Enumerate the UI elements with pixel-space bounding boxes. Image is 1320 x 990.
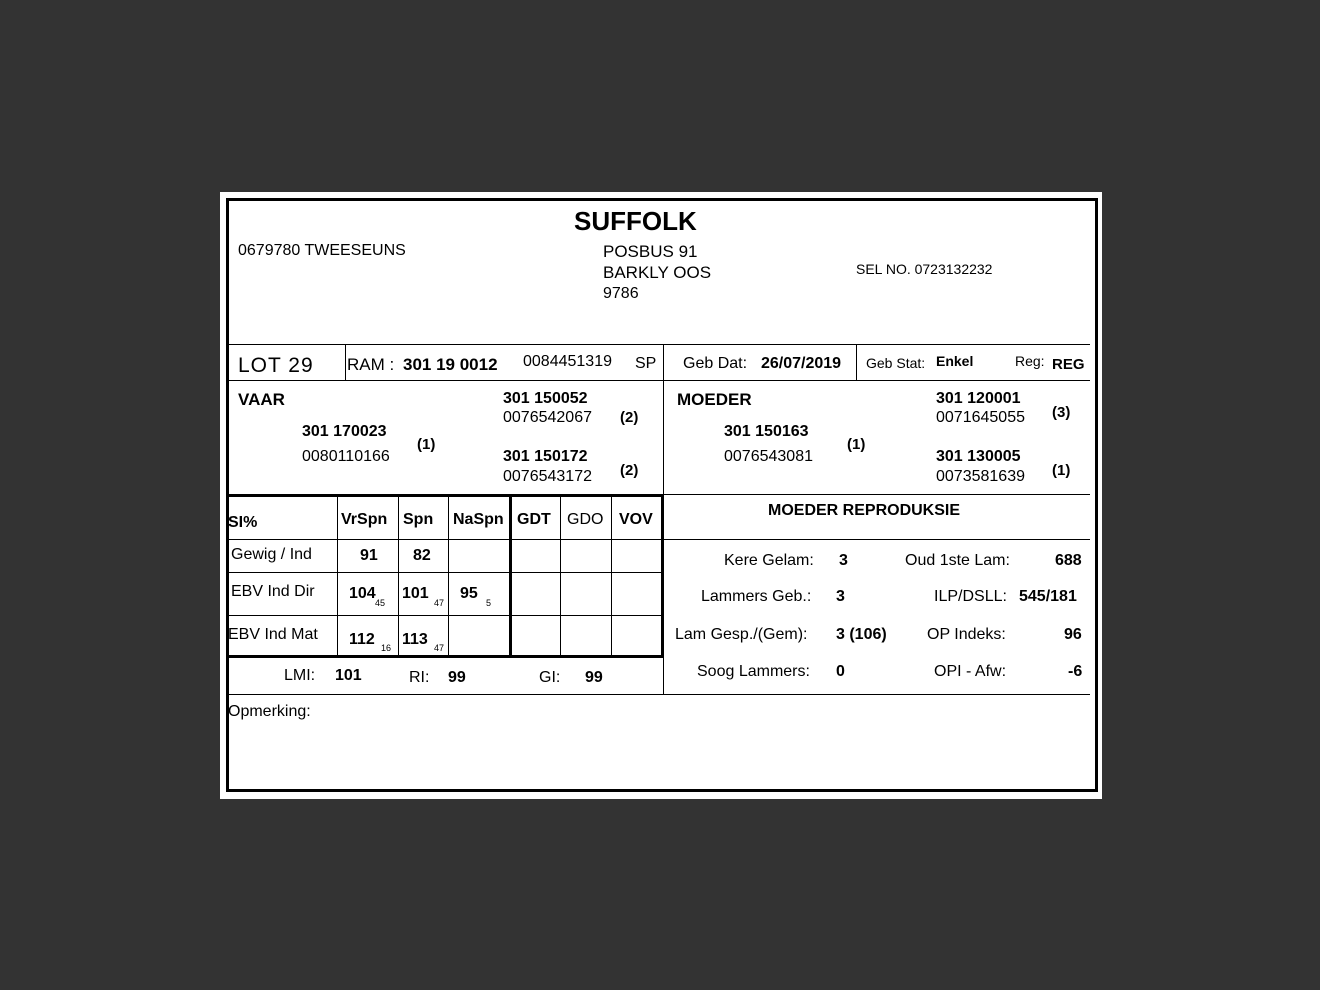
ram-reg: 0084451319 <box>523 353 612 370</box>
ebv-mat-vrspn: 112 <box>349 631 375 648</box>
gewig-vrspn: 91 <box>360 547 378 564</box>
col-divider-3 <box>448 494 449 655</box>
divider-ram <box>663 344 664 380</box>
ebv-mat-vrspn-acc: 16 <box>381 643 392 653</box>
lam-gesp-label: Lam Gesp./(Gem): <box>675 626 808 643</box>
ram-label: RAM : <box>347 355 395 374</box>
reg-value: REG <box>1052 356 1085 373</box>
divider-lot-bottom <box>228 380 1090 381</box>
ebv-dir-spn: 101 <box>402 585 429 602</box>
oud-lam-value: 688 <box>1055 552 1082 569</box>
header-si: SI% <box>228 514 258 531</box>
lmi-value: 101 <box>335 667 362 684</box>
kere-gelam-value: 3 <box>839 552 848 569</box>
ebv-table-bottom <box>226 655 664 658</box>
opi-label: OPI - Afw: <box>934 663 1007 680</box>
vaar-id: 301 170023 <box>302 423 387 440</box>
moeder-sire-reg: 0071645055 <box>936 409 1025 426</box>
moeder-id: 301 150163 <box>724 423 809 440</box>
vaar-dam-count: (2) <box>620 462 639 479</box>
ilp-label: ILP/DSLL: <box>934 588 1007 605</box>
owner-text: 0679780 TWEESEUNS <box>238 242 406 259</box>
vaar-sire-reg: 0076542067 <box>503 409 592 426</box>
divider-repro-title <box>663 539 1090 540</box>
op-indeks-label: OP Indeks: <box>927 626 1006 643</box>
repro-title: MOEDER REPRODUKSIE <box>768 502 961 519</box>
ilp-value: 545/181 <box>1019 588 1077 605</box>
divider-header <box>228 344 1090 345</box>
lammers-geb-value: 3 <box>836 588 845 605</box>
geb-stat-value: Enkel <box>936 353 974 369</box>
vaar-dam-id: 301 150172 <box>503 448 588 465</box>
row-label-gewig: Gewig / Ind <box>231 546 312 563</box>
soog-value: 0 <box>836 663 845 680</box>
ri-label: RI: <box>409 669 430 686</box>
address-line-1: POSBUS 91 <box>603 242 698 261</box>
ebv-mat-spn: 113 <box>402 631 428 648</box>
col-divider-5 <box>611 494 612 655</box>
vaar-sire-count: (2) <box>620 409 639 426</box>
vaar-label: VAAR <box>238 390 285 409</box>
address-line-2: BARKLY OOS <box>603 263 712 282</box>
vaar-sire-id: 301 150052 <box>503 390 588 407</box>
divider-lot <box>345 344 346 380</box>
owner-name <box>238 243 406 259</box>
ebv-dir-naspn: 95 <box>460 585 478 602</box>
geb-dat-label: Geb Dat: <box>683 355 748 372</box>
ram-code: SP <box>635 355 657 372</box>
gi-value: 99 <box>585 669 603 686</box>
row-divider-1 <box>228 539 662 540</box>
header-vrspn: VrSpn <box>341 511 388 528</box>
gewig-spn: 82 <box>413 547 431 564</box>
kere-gelam-label: Kere Gelam: <box>724 552 814 569</box>
ebv-dir-spn-acc: 47 <box>434 598 445 608</box>
moeder-dam-id: 301 130005 <box>936 448 1021 465</box>
header-vov: VOV <box>619 511 653 528</box>
row-divider-3 <box>228 615 662 616</box>
ebv-mat-spn-acc: 47 <box>434 643 445 653</box>
col-divider-2 <box>398 494 399 655</box>
header-gdo: GDO <box>567 511 604 528</box>
lmi-label: LMI: <box>284 667 316 684</box>
row-label-ebv-dir: EBV Ind Dir <box>231 583 315 600</box>
phone-number: SEL NO. 0723132232 <box>856 261 993 277</box>
geb-dat-value: 26/07/2019 <box>761 355 842 372</box>
ebv-table-right <box>661 494 664 658</box>
op-indeks-value: 96 <box>1064 626 1082 643</box>
vaar-reg: 0080110166 <box>302 448 390 465</box>
geb-stat-label: Geb Stat: <box>866 355 926 371</box>
header-naspn: NaSpn <box>453 511 504 528</box>
divider-date <box>856 344 857 380</box>
ebv-dir-vrspn-acc: 45 <box>375 598 386 608</box>
oud-lam-label: Oud 1ste Lam: <box>905 552 1010 569</box>
moeder-sire-count: (3) <box>1052 404 1071 421</box>
header-gdt: GDT <box>517 511 551 528</box>
opi-value: -6 <box>1068 663 1083 680</box>
gi-label: GI: <box>539 669 561 686</box>
moeder-reg: 0076543081 <box>724 448 813 465</box>
lam-gesp-value: 3 (106) <box>836 626 887 643</box>
reg-label: Reg: <box>1015 353 1045 369</box>
soog-label: Soog Lammers: <box>697 663 810 680</box>
lot-label: LOT 29 <box>238 354 314 377</box>
moeder-sire-id: 301 120001 <box>936 390 1021 407</box>
breed-title: SUFFOLK <box>574 206 697 236</box>
lot-card <box>220 192 1102 799</box>
ebv-dir-naspn-acc: 5 <box>486 598 492 608</box>
ebv-table-separator <box>509 494 512 658</box>
moeder-label: MOEDER <box>677 390 752 409</box>
moeder-dam-reg: 0073581639 <box>936 468 1025 485</box>
moeder-count: (1) <box>847 436 866 453</box>
divider-repro-top <box>663 494 1090 495</box>
ebv-table-top <box>226 494 663 497</box>
header-spn: Spn <box>403 511 434 528</box>
ebv-dir-vrspn: 104 <box>349 585 376 602</box>
row-divider-2 <box>228 572 662 573</box>
remark-label: Opmerking: <box>228 703 311 720</box>
lammers-geb-label: Lammers Geb.: <box>701 588 812 605</box>
vaar-dam-reg: 0076543172 <box>503 468 592 485</box>
col-divider-1 <box>337 494 338 655</box>
col-divider-4 <box>560 494 561 655</box>
vaar-count: (1) <box>417 436 436 453</box>
row-label-ebv-mat: EBV Ind Mat <box>228 626 318 643</box>
divider-remark <box>228 694 1090 695</box>
ram-id: 301 19 0012 <box>403 355 498 374</box>
ri-value: 99 <box>448 669 466 686</box>
moeder-dam-count: (1) <box>1052 462 1071 479</box>
address-line-3: 9786 <box>603 285 639 302</box>
